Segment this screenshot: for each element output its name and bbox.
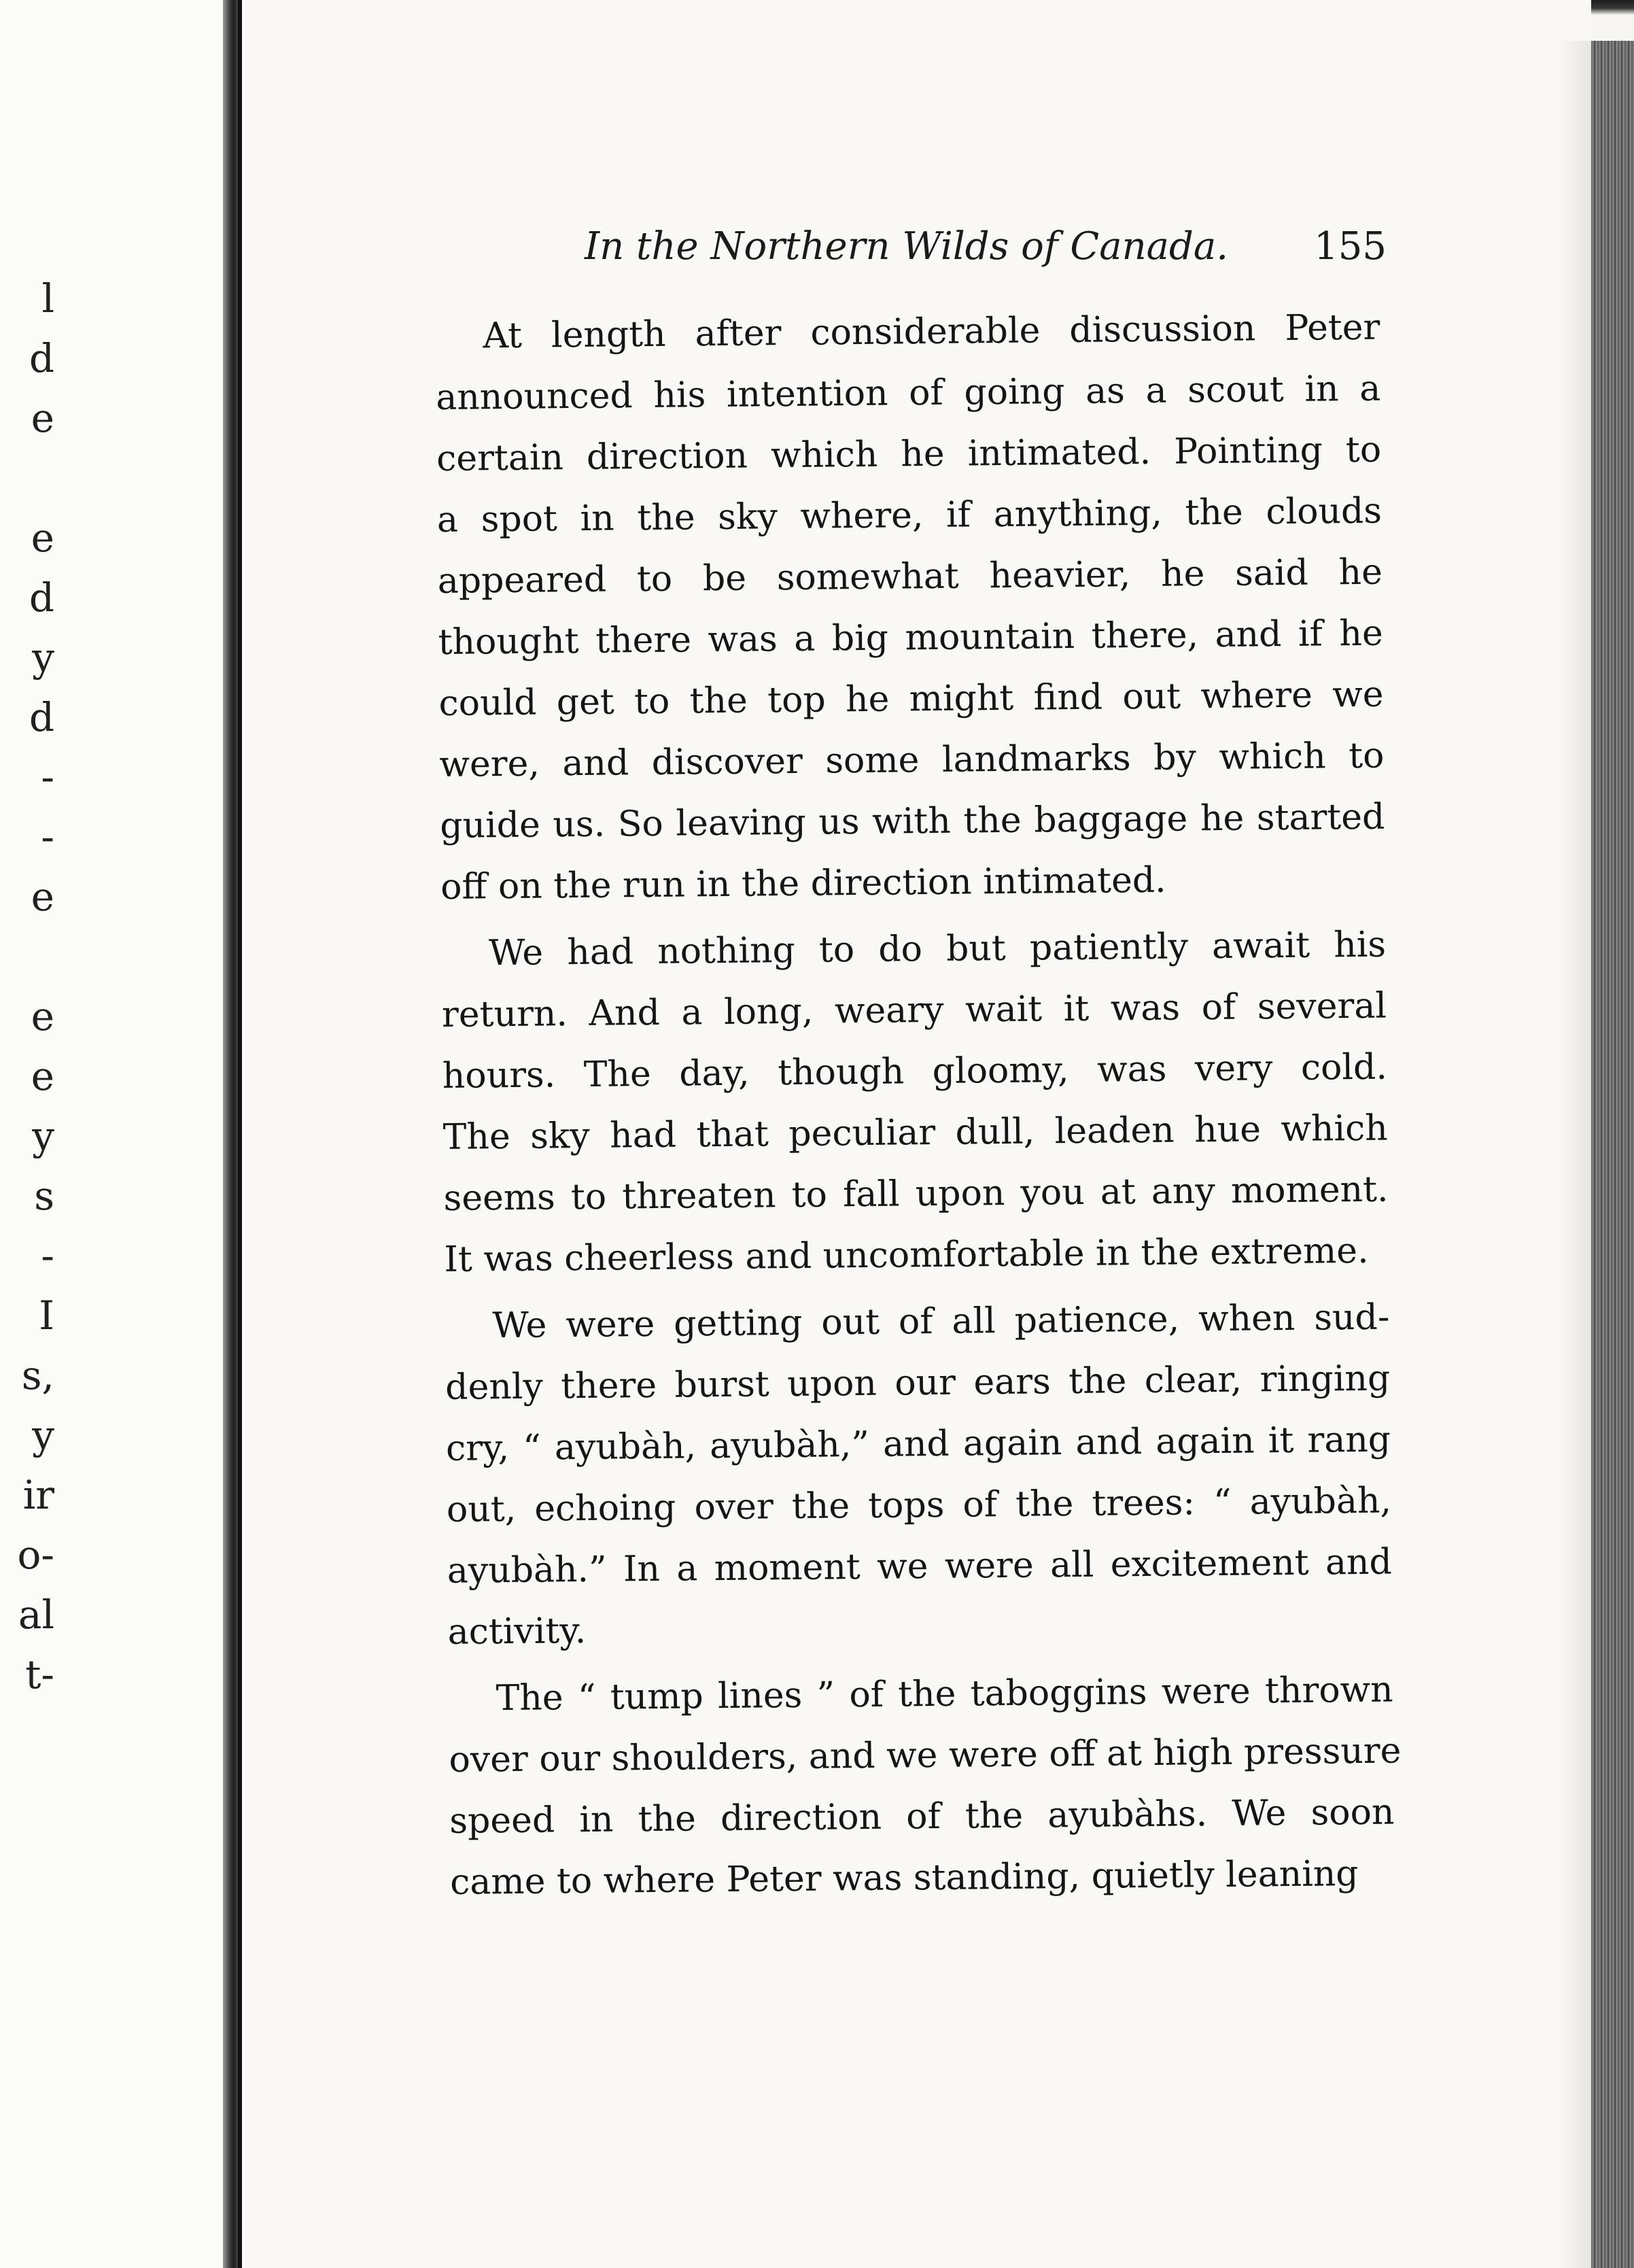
text-line: speed in the direction of the ayubàhs. We soon	[449, 1791, 1395, 1842]
text-line: a spot in the sky where, if anything, the clouds	[436, 490, 1383, 540]
paragraph	[441, 914, 1389, 1290]
previous-page-fragment: y	[32, 1412, 54, 1458]
previous-page-fragment: o-	[17, 1532, 54, 1578]
previous-page-fragment: y	[32, 1113, 54, 1159]
text-line: hours. The day, though gloomy, was very cold.	[442, 1046, 1388, 1097]
previous-page-fragment: -	[41, 1233, 54, 1279]
text-line: cry, “ ayubàh, ayubàh,” and again and again it rang	[445, 1419, 1391, 1469]
text-line: return. And a long, weary wait it was of several	[441, 985, 1387, 1035]
previous-page-fragment: I	[39, 1292, 54, 1339]
previous-page-fragment: y	[32, 634, 54, 681]
running-title: In the Northern Wilds of Canada.	[585, 224, 1229, 269]
text-line: out, echoing over the tops of the trees: “ ayubàh,	[446, 1480, 1392, 1530]
paragraph	[448, 1660, 1402, 1913]
page-edge-shadow	[1557, 41, 1594, 2268]
text-line: thought there was a big mountain there, and if he	[438, 613, 1383, 663]
previous-page-fragment: e	[31, 395, 54, 441]
text-line: guide us. So leaving us with the baggage he started	[440, 796, 1385, 846]
body-text	[435, 297, 1402, 1913]
text-line: seems to threaten to fall upon you at any moment.	[443, 1169, 1389, 1219]
text-line: were, and discover some landmarks by which to	[439, 735, 1385, 785]
previous-page-fragment: s,	[21, 1352, 54, 1398]
previous-page-fragment: s	[34, 1173, 54, 1219]
page-stack-edge	[1591, 41, 1634, 2268]
text-line: off on the run in the direction intimated.	[440, 859, 1166, 908]
previous-page-fragment: al	[18, 1592, 54, 1638]
text-line: appeared to be somewhat heavier, he said he	[437, 551, 1383, 602]
page-number: 155	[1314, 224, 1387, 269]
previous-page-fragment: e	[31, 1053, 54, 1099]
previous-page-fragment	[0, 448, 54, 508]
running-head	[585, 224, 1387, 292]
text-line: It was cheerless and uncomfortable in the extreme.	[444, 1230, 1369, 1280]
text-line: ayubàh.” In a moment we were all excitement and	[447, 1541, 1393, 1592]
text-line: could get to the top he might find out where we	[438, 674, 1384, 724]
text-line: denly there burst upon our ears the clear, ringing	[445, 1358, 1391, 1408]
text-line: certain direction which he intimated. Pointing to	[436, 429, 1382, 479]
previous-page-strip	[0, 0, 223, 2268]
previous-page-fragment: d	[29, 335, 54, 381]
previous-page-fragment: e	[31, 874, 54, 920]
previous-page-fragment: d	[29, 574, 54, 621]
previous-page-fragment: e	[31, 515, 54, 561]
previous-page-fragment: t-	[25, 1651, 54, 1698]
text-line: The “ tump lines ” of the taboggins were thrown	[496, 1669, 1393, 1719]
text-line: We had nothing to do but patiently await his	[488, 924, 1387, 974]
text-line: The sky had that peculiar dull, leaden hue which	[442, 1107, 1388, 1158]
text-line: We were getting out of all patience, when sud-	[492, 1296, 1390, 1347]
previous-page-fragment: -	[41, 754, 54, 800]
text-line: came to where Peter was standing, quietly leaning	[449, 1853, 1359, 1903]
previous-page-fragment: l	[41, 275, 54, 322]
paragraph	[445, 1287, 1393, 1663]
paragraph	[435, 297, 1386, 918]
text-line: At length after considerable discussion Peter	[483, 307, 1380, 357]
previous-page-fragment: e	[31, 993, 54, 1040]
previous-page-fragment: ir	[22, 1472, 54, 1518]
previous-page-fragment: -	[41, 814, 54, 860]
previous-page-line-ends	[0, 269, 54, 1704]
text-line: over our shoulders, and we were off at high pressure	[449, 1730, 1402, 1781]
previous-page-fragment	[0, 927, 54, 986]
text-line: announced his intention of going as a scout in a	[436, 368, 1381, 418]
previous-page-fragment: d	[29, 694, 54, 740]
text-line: activity.	[447, 1610, 587, 1653]
